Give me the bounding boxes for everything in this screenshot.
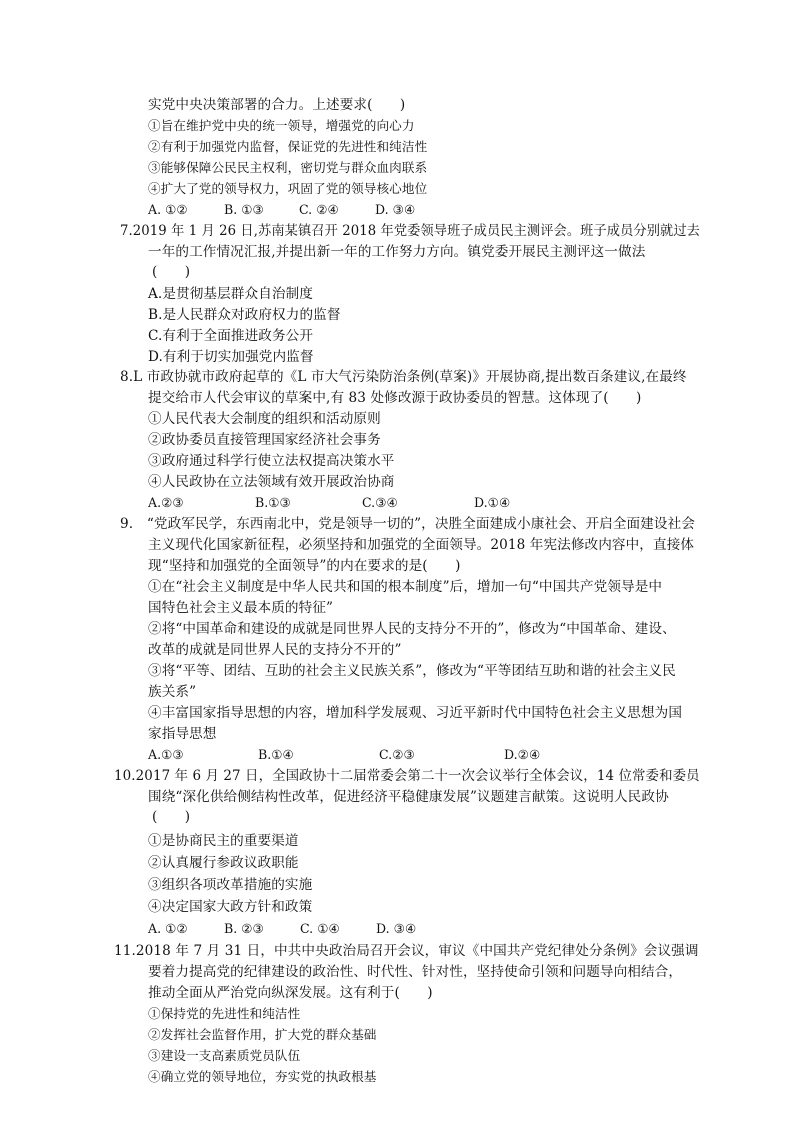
q9-option-b: B.①④ bbox=[258, 747, 294, 762]
q9-statement: ④丰富国家指导思想的内容，增加科学发展观、习近平新时代中国特色社会主义思想为国 bbox=[148, 705, 683, 721]
q10-option-d: D. ③④ bbox=[376, 921, 417, 936]
q9-line: 主义现代化国家新征程，必须坚持和加强党的全面领导。2018 年宪法修改内容中，直接体 bbox=[148, 537, 695, 553]
q8-option-a: A.②③ bbox=[148, 495, 184, 510]
q8-statement: ③政府通过科学行使立法权提高决策水平 bbox=[148, 453, 395, 469]
q11-stem-line: 推动全面从严治党向纵深发展。这有利于( ) bbox=[148, 985, 433, 1001]
q9-line: 9. “党政军民学，东西南北中，党是领导一切的”，决胜全面建成小康社会、开启全面建设社会 bbox=[120, 516, 696, 532]
q8-stem-line: 8.L 市政协就市政府起草的《L 市大气污染防治条例(草案)》开展协商,提出数百条建议,在最终 bbox=[120, 369, 687, 385]
q6-option-c: C. ②④ bbox=[299, 202, 339, 217]
q10-statement: ③组织各项改革措施的实施 bbox=[148, 877, 313, 893]
q8-statement: ④人民政协在立法领域有效开展政治协商 bbox=[148, 474, 395, 490]
q8-option-c: C.③④ bbox=[362, 495, 398, 510]
q10-answer-blank: ( ) bbox=[152, 809, 191, 825]
q11-statement: ①保持党的先进性和纯洁性 bbox=[148, 1006, 301, 1021]
q10-stem-line: 10.2017 年 6 月 27 日，全国政协十二届常委会第二十一次会议举行全体会议，14 位常委和委员 bbox=[114, 768, 700, 784]
q9-statement-cont: 族关系” bbox=[148, 684, 197, 700]
q9-statement-cont: 国特色社会主义最本质的特征” bbox=[148, 600, 334, 616]
q11-statement: ③建设一支高素质党员队伍 bbox=[148, 1048, 301, 1063]
q7-choice-c: C.有利于全面推进政务公开 bbox=[148, 328, 314, 344]
q11-stem-line: 要着力提高党的纪律建设的政治性、时代性、针对性，坚持使命引领和问题导向相结合， bbox=[148, 964, 683, 980]
q10-statement: ②认真履行参政议政职能 bbox=[148, 855, 299, 871]
q7-answer-blank: ( ) bbox=[152, 264, 191, 280]
q10-stem-line: 围绕“深化供给侧结构性改革，促进经济平稳健康发展”议题建言献策。这说明人民政协 bbox=[148, 789, 669, 805]
q7-choice-b: B.是人民群众对政府权力的监督 bbox=[148, 307, 341, 323]
q6-statement: ④扩大了党的领导权力，巩固了党的领导核心地位 bbox=[148, 181, 428, 196]
q6-statement: ③能够保障公民民主权利，密切党与群众血肉联系 bbox=[148, 160, 428, 175]
q9-option-d: D.②④ bbox=[504, 747, 541, 762]
q7-stem-line: 7.2019 年 1 月 26 日,苏南某镇召开 2018 年党委领导班子成员民主测评会。班子成员分别就过去 bbox=[120, 223, 700, 239]
q10-option-b: B. ②③ bbox=[224, 921, 264, 936]
q6-statement: ①旨在维护党中央的统一领导，增强党的向心力 bbox=[148, 118, 415, 133]
q9-statement-cont: 改革的成就是同世界人民的支持分不开的” bbox=[148, 642, 402, 658]
q10-option-a: A. ①② bbox=[148, 921, 188, 936]
q9-statement-cont: 家指导思想 bbox=[148, 726, 217, 742]
q8-statement: ②政协委员直接管理国家经济社会事务 bbox=[148, 432, 381, 448]
q8-statement: ①人民代表大会制度的组织和活动原则 bbox=[148, 411, 381, 427]
q9-statement: ③将“平等、团结、互助的社会主义民族关系”，修改为“平等团结互助和谐的社会主义民 bbox=[148, 663, 676, 679]
q6-option-d: D. ③④ bbox=[375, 202, 416, 217]
q11-statement: ④确立党的领导地位，夯实党的执政根基 bbox=[148, 1069, 377, 1084]
q7-choice-d: D.有利于切实加强党内监督 bbox=[148, 349, 314, 365]
q8-stem-line: 提交给市人代会审议的草案中,有 83 处修改源于政协委员的智慧。这体现了( ) bbox=[148, 390, 642, 406]
q6-statement: ②有利于加强党内监督，保证党的先进性和纯洁性 bbox=[148, 139, 428, 154]
q8-option-d: D.①④ bbox=[474, 495, 511, 510]
q9-statement: ②将“中国革命和建设的成就是同世界人民的支持分不开的”，修改为“中国革命、建设、 bbox=[148, 621, 676, 637]
q6-option-b: B. ①③ bbox=[224, 202, 264, 217]
q9-option-c: C.②③ bbox=[379, 747, 415, 762]
q7-choice-a: A.是贯彻基层群众自治制度 bbox=[148, 286, 313, 302]
q6-option-a: A. ①② bbox=[148, 202, 188, 217]
q9-line: 现“坚持和加强党的全面领导”的内在要求的是( ) bbox=[148, 558, 461, 574]
q9-statement: ①在“社会主义制度是中华人民共和国的根本制度”后，增加一句“中国共产党领导是中 bbox=[148, 579, 663, 595]
q10-statement: ①是协商民主的重要渠道 bbox=[148, 833, 299, 849]
q6-stem-line: 实党中央决策部署的合力。上述要求( ) bbox=[148, 97, 406, 113]
q7-stem-line: 一年的工作情况汇报,并提出新一年的工作努力方向。镇党委开展民主测评这一做法 bbox=[148, 244, 646, 260]
q10-statement: ④决定国家大政方针和政策 bbox=[148, 899, 313, 915]
q10-option-c: C. ①④ bbox=[300, 921, 340, 936]
q11-statement: ②发挥社会监督作用，扩大党的群众基础 bbox=[148, 1027, 377, 1042]
q8-option-b: B.①③ bbox=[255, 495, 291, 510]
q9-option-a: A.①③ bbox=[148, 747, 184, 762]
q11-stem-line: 11.2018 年 7 月 31 日，中共中央政治局召开会议，审议《中国共产党纪律处分条例》会议强调 bbox=[114, 943, 699, 959]
